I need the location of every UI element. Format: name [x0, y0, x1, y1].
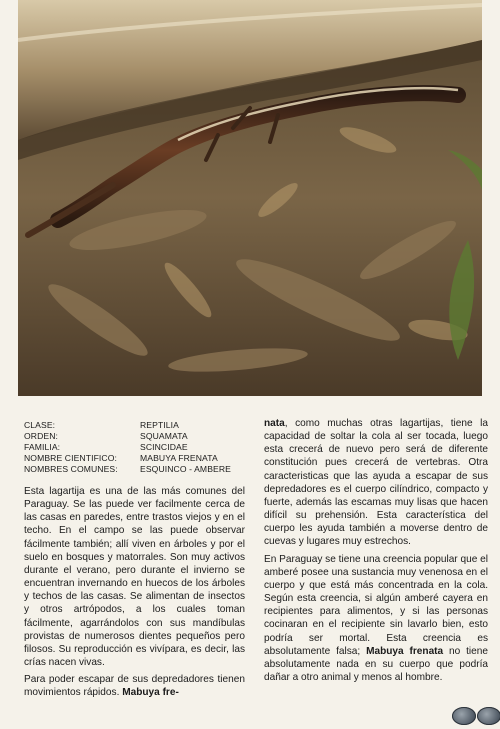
taxonomy-row	[24, 420, 250, 431]
round-badge-icon	[452, 707, 476, 725]
lizard-photo	[18, 0, 482, 396]
taxonomy-table	[24, 420, 250, 475]
paragraph	[24, 673, 245, 699]
taxonomy-label: NOMBRE CIENTIFICO:	[24, 453, 117, 463]
paragraph-text: Para poder escapar de sus depredadores tienen movimientos rápidos.	[24, 674, 245, 699]
species-name: nata	[264, 418, 285, 429]
paragraph-text: , como muchas otras lagartijas, tiene la capacidad de soltar la cola al ser tocada, luego esta crecerá de nuevo pero será de diferente constitución pues crecerá de vertebras. Otra caracteristicas que las ayuda a escapar de sus depredadores es el cuerpo cilíndrico, compacto y fuerte, además las escamas muy lisas que hacen difícil su prehensión. Esta característica del cuerpo les ayuda también a moverse dentro de cuevas y lugares muy estrechos.	[264, 418, 488, 548]
taxonomy-value: SCINCIDAE	[140, 442, 188, 452]
round-badge-icon	[477, 707, 500, 725]
taxonomy-label: ORDEN:	[24, 431, 59, 441]
taxonomy-row	[24, 431, 250, 442]
left-text-column	[24, 485, 245, 704]
taxonomy-value: MABUYA FRENATA	[140, 453, 218, 463]
paragraph	[264, 553, 488, 685]
paragraph	[264, 417, 488, 549]
taxonomy-row	[24, 442, 250, 453]
taxonomy-row	[24, 464, 250, 475]
paragraph-text: En Paraguay se tiene una creencia popular que el amberé posee una sustancia muy venenosa en el cuerpo y que está más concentrada en la cola. Según esta creencia, si algún amberé cayera en recipientes para alimentos, y si las personas cocinaran en el recipiente sin lavarlo bien, esto podría ser mortal. Esta creencia es absolutamente falsa;	[264, 553, 488, 657]
skink-lizard-on-leaf-litter-icon	[18, 0, 482, 396]
taxonomy-label: FAMILIA:	[24, 442, 61, 452]
taxonomy-value: SQUAMATA	[140, 431, 188, 441]
taxonomy-label: CLASE:	[24, 420, 56, 430]
species-name: Mabuya frenata	[366, 645, 444, 657]
species-name: Mabuya fre-	[122, 687, 179, 699]
paragraph-text: no tiene absolutamente nada en su cuerpo que podría dañar a otro animal y menos al hombre.	[264, 645, 489, 683]
right-text-column	[264, 417, 488, 688]
taxonomy-value: REPTILIA	[140, 420, 180, 430]
taxonomy-label: NOMBRES COMUNES:	[24, 464, 118, 474]
paragraph: Esta lagartija es una de las más comunes del Paraguay. Se las puede ver facilmente cerca de las casas en paredes, entre trastos viejos y en el techo. En el campo se las puede observar fácilmente también; allí viven en árboles y por el suelo en bosques y matorrales. Son muy activos durante el verano, pero durante el invierno se encuentran invernando en huecos de los árboles y techos de las casas. Se alimentan de insectos y otros artrópodos, a los cuales toman fácilmente, agarrándolos con sus mandíbulas provistas de numerosos dientes pequeños pero filosos. Su reproducción es vivípara, es decir, las crías nacen vivas.	[24, 486, 245, 669]
taxonomy-value: ESQUINCO - AMBERE	[140, 464, 231, 474]
taxonomy-row	[24, 453, 250, 464]
